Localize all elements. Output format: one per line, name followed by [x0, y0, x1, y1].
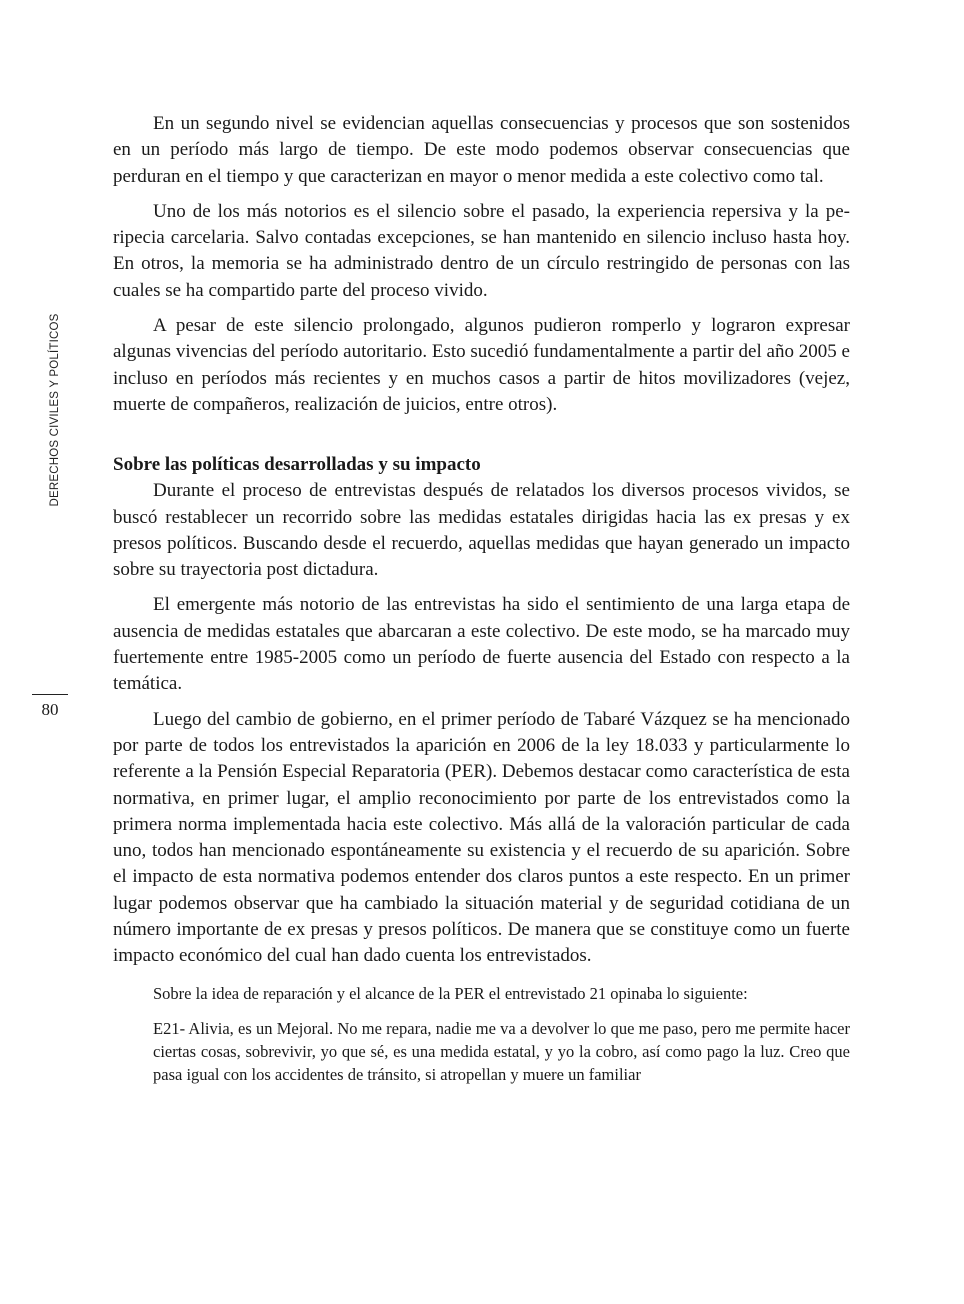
paragraph-3: A pesar de este silencio prolongado, algunos pudieron romperlo y lograron expresar algunas vivencias del período autoritario. Esto sucedió fundamentalmente a partir del año 2005 e incluso en períodos más recientes y en muchos casos a partir de hitos movilizadores (vejez, muerte de compañeros, realización de juicios, entre otros). [113, 315, 850, 415]
page-number: 80 [41, 700, 59, 719]
section-heading: Sobre las políticas desarrolladas y su impacto [113, 454, 481, 476]
paragraph-1: En un segundo nivel se evidencian aquellas consecuencias y procesos que son sostenidos en un período más largo de tiempo. De este modo podemos observar consecuencias que perduran en el tiempo y que caracterizan en mayor o menor medida a este colectivo como tal. [113, 113, 850, 187]
paragraph-6: Luego del cambio de gobierno, en el primer período de Tabaré Vázquez se ha mencionado por parte de todos los entrevistados la aparición en 2006 de la ley 18.033 y particularmente lo referente a la Pensión Especial Reparatoria (PER). Debemos destacar como característica de esta normativa, en primer lugar, el amplio reconocimiento por parte de los entrevistados como la primera norma implementada hacia este colectivo. Más allá de la valoración particular de cada uno, todos han mencionado espontáneamente su existencia y el recuerdo de su aparición. Sobre el impacto de esta normativa podemos entender dos claros puntos a este respecto. En un primer lugar podemos observar que ha cambiado la situación material y de seguridad cotidiana de un número importante de ex presas y presos políticos. De manera que se constituye como un fuerte impacto económico del cual han dado cuenta los entrevistados. [113, 708, 850, 967]
paragraph-5: El emergente más notorio de las entrevistas ha sido el sentimiento de una larga etapa de ausencia de medidas estatales que abarcaran a este colectivo. De este modo, se ha marcado muy fuertemente entre 1985-2005 como un período de fuerte ausencia del Estado con respecto a la temática. [113, 594, 850, 695]
quote-intro: Sobre la idea de reparación y el alcance de la PER el entrevistado 21 opinaba lo siguiente: [153, 983, 748, 1003]
paragraph-2: Uno de los más notorios es el silencio sobre el pasado, la experiencia repersiva y la peripecia carcelaria. Salvo contadas excepciones, se han mantenido en silencio incluso hasta hoy. En otros, la memoria se ha administrado dentro de un círculo restringido de personas con las cuales se ha compartido parte del proceso vivido. [113, 200, 850, 301]
page-number-rule [32, 694, 68, 695]
interview-quote: E21- Alivia, es un Mejoral. No me repara, nadie me va a devolver lo que me paso, pero me permite hacer ciertas cosas, sobrevivir, yo que sé, es una medida estatal, y yo la cobro, así como pago la luz. Creo que pasa igual con los accidentes de tránsito, si atropellan y muere un familiar [153, 1018, 850, 1084]
running-section-title: DERECHOS CIVILES Y POLÍTICOS [49, 313, 61, 507]
page-body [113, 111, 850, 1086]
paragraph-4: Durante el proceso de entrevistas después de relatados los diversos procesos vividos, se buscó restablecer un recorrido sobre las medidas estatales dirigidas hacia las ex presas y ex presos políticos. Buscando desde el recuerdo, aquellas medidas que hayan generado un impacto sobre su trayectoria post dictadura. [113, 480, 850, 581]
